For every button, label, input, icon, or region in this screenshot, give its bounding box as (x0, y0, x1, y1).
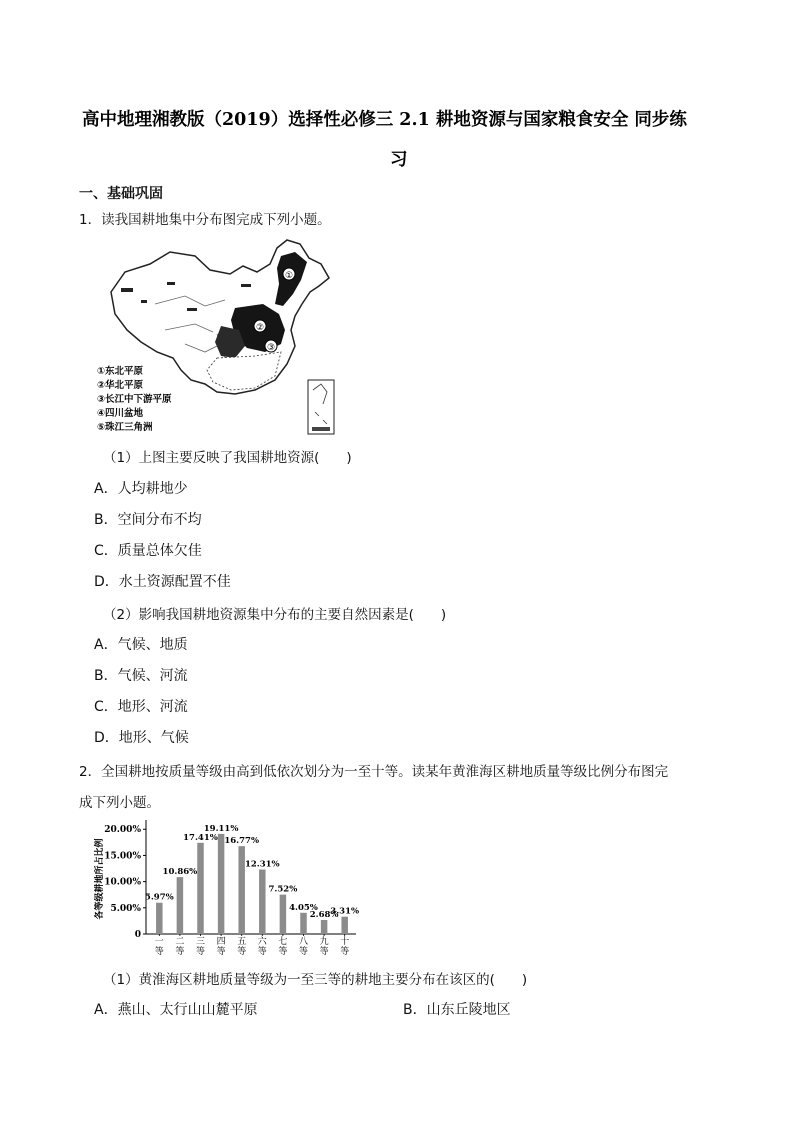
option-d[interactable]: D．水土资源配置不佳 (94, 574, 231, 590)
bar-value-label: 12.31% (244, 859, 280, 870)
bar-value-label: 10.86% (162, 867, 198, 878)
question-2-stem: 2．全国耕地按质量等级由高到低依次划分为一至十等。读某年黄淮海区耕地质量等级比例分布图完 (79, 764, 669, 780)
bar-value-label: 4.05% (289, 902, 318, 913)
map-legend-item: ⑤珠江三角洲 (97, 422, 153, 433)
map-legend-item: ②华北平原 (97, 380, 144, 391)
x-tick-label: 等 (195, 947, 206, 957)
farmland-quality-bar-chart (92, 816, 368, 966)
bar-value-label: 5.97% (144, 892, 174, 903)
bar (197, 843, 204, 934)
option-b[interactable]: B．气候、河流 (94, 668, 188, 684)
bar (280, 895, 287, 934)
x-tick-label: 等 (298, 947, 309, 957)
option-c[interactable]: C．地形、河流 (94, 699, 188, 715)
bar (218, 834, 225, 934)
y-tick-label: 5.00% (110, 903, 141, 914)
y-tick-label: 0 (134, 930, 141, 940)
x-tick-label: 三 (195, 937, 206, 947)
bar-value-label: 17.41% (183, 832, 218, 843)
map-marker-1: ① (284, 271, 294, 281)
bar-value-label: 16.77% (224, 836, 260, 847)
question-2-sub-1: （1）黄淮海区耕地质量等级为一至三等的耕地主要分布在该区的( ) (103, 972, 528, 988)
y-tick-label: 20.00% (104, 825, 141, 836)
option-d[interactable]: D．地形、气候 (94, 730, 189, 746)
question-2-stem-continuation: 成下列小题。 (79, 795, 160, 811)
x-tick-label: 七 (278, 937, 288, 947)
x-tick-label: 四 (216, 937, 226, 947)
x-tick-label: 一 (154, 937, 164, 947)
bar (300, 913, 307, 934)
bar (341, 917, 348, 934)
bar (177, 877, 184, 934)
bar (156, 903, 163, 934)
x-tick-label: 二 (175, 937, 185, 947)
question-1-stem: 1．读我国耕地集中分布图完成下列小题。 (79, 212, 331, 228)
bar-value-label: 3.31% (330, 906, 360, 917)
map-marker-2: ② (255, 323, 265, 333)
x-tick-label: 等 (154, 947, 164, 957)
bar-value-label: 2.68% (309, 909, 339, 920)
x-tick-label: 等 (340, 947, 350, 957)
x-tick-label: 等 (319, 947, 329, 957)
x-tick-label: 五 (237, 937, 247, 947)
y-tick-label: 10.00% (104, 877, 141, 888)
map-legend-item: ③长江中下游平原 (97, 394, 172, 405)
y-tick-label: 15.00% (104, 851, 141, 862)
china-farmland-map (95, 234, 335, 437)
bar (259, 870, 266, 934)
y-axis-label: 各等级耕地所占比例 (95, 838, 105, 920)
x-tick-label: 等 (237, 947, 247, 957)
bar-value-label: 7.52% (268, 884, 298, 895)
x-tick-label: 等 (175, 947, 185, 957)
x-tick-label: 八 (298, 937, 309, 947)
inset-map-frame (308, 380, 334, 434)
page-title: 高中地理湘教版（2019）选择性必修三 2.1 耕地资源与国家粮食安全 同步练 (82, 110, 687, 130)
option-b[interactable]: B．空间分布不均 (94, 512, 202, 528)
x-tick-label: 十 (340, 937, 350, 947)
x-tick-label: 九 (319, 937, 329, 947)
bar-value-label: 19.11% (203, 823, 239, 834)
option-a[interactable]: A．人均耕地少 (94, 481, 188, 497)
x-tick-label: 等 (278, 947, 288, 957)
x-tick-label: 等 (257, 947, 267, 957)
x-tick-label: 六 (257, 937, 267, 947)
x-tick-label: 等 (216, 947, 226, 957)
map-legend-item: ①东北平原 (97, 366, 144, 377)
question-1-sub-1: （1）上图主要反映了我国耕地资源( ) (103, 450, 352, 466)
option-c[interactable]: C．质量总体欠佳 (94, 543, 202, 559)
option-a[interactable]: A．燕山、太行山山麓平原 (94, 1002, 258, 1018)
option-a[interactable]: A．气候、地质 (94, 637, 188, 653)
section-heading: 一、基础巩固 (79, 186, 163, 202)
option-b[interactable]: B．山东丘陵地区 (403, 1002, 511, 1018)
map-marker-3: ③ (266, 343, 276, 353)
question-1-sub-2: （2）影响我国耕地资源集中分布的主要自然因素是( ) (103, 607, 447, 623)
page-title-continuation: 习 (390, 150, 408, 170)
map-legend-item: ④四川盆地 (97, 408, 144, 419)
bar (321, 920, 328, 934)
